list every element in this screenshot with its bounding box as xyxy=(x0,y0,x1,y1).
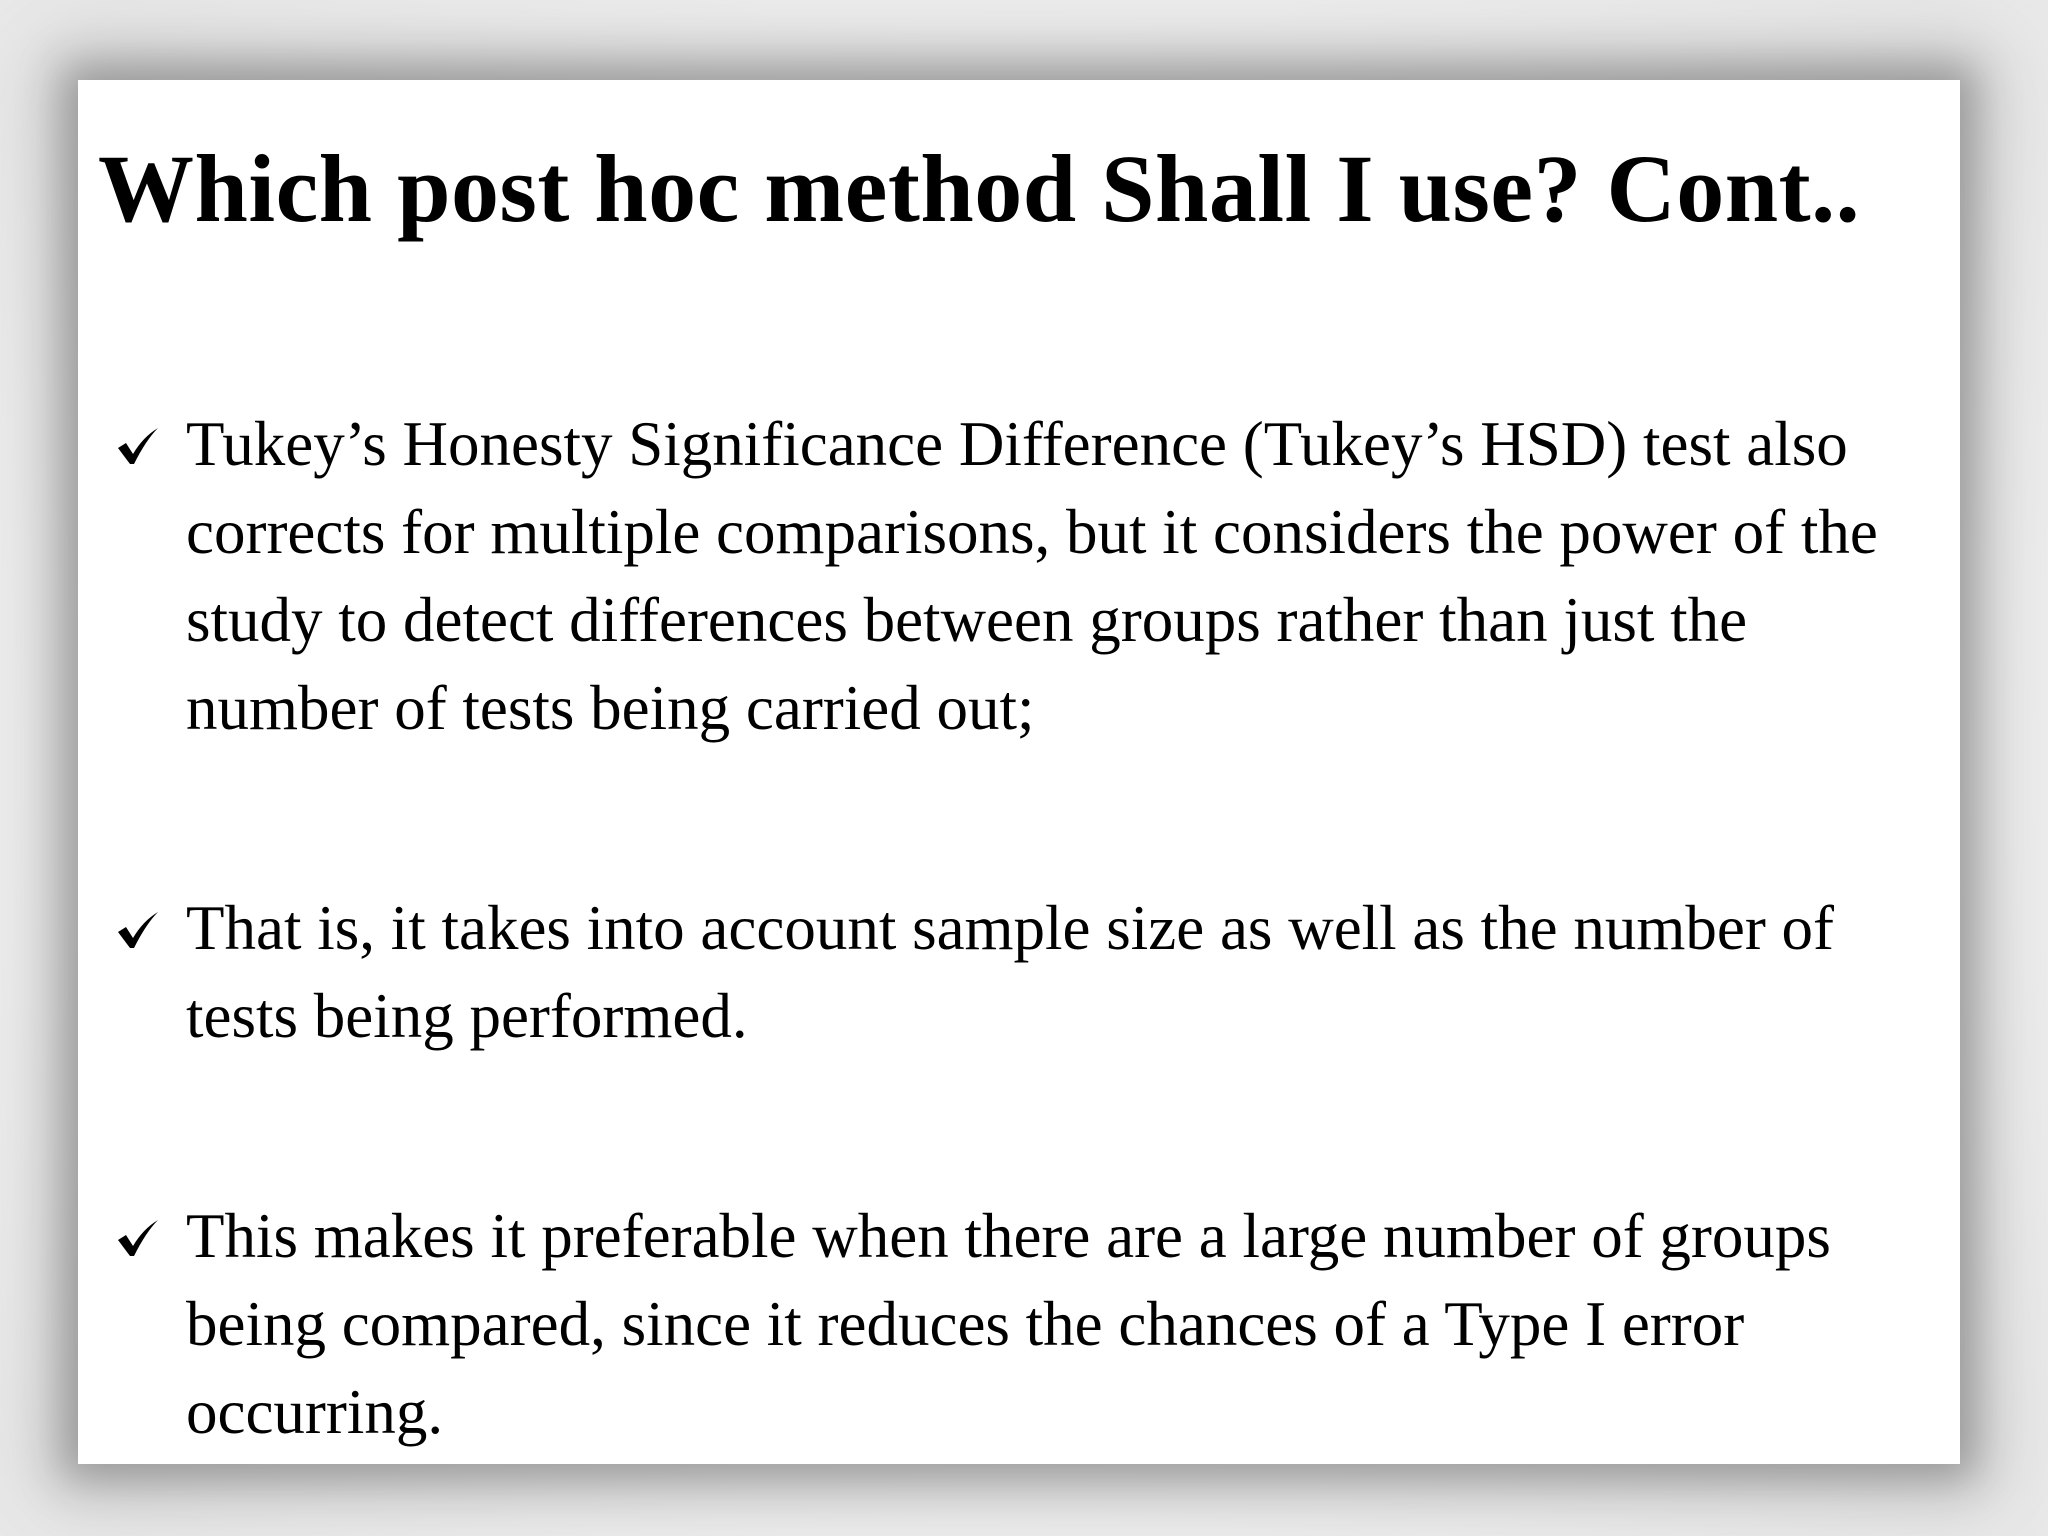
bullet-item xyxy=(112,1192,1942,1456)
slide xyxy=(78,80,1960,1464)
slide-title: Which post hoc method Shall I use? Cont.. xyxy=(98,135,1861,242)
checkmark-icon xyxy=(112,400,168,488)
bullet-text: Tukey’s Honesty Significance Difference (Tukey’s HSD) test also corrects for multiple comparisons, but it considers the power of the study to detect differences between groups rather than just the number of tests being carried out; xyxy=(186,409,1878,743)
checkmark-icon xyxy=(112,884,168,972)
bullet-list xyxy=(112,400,1942,1456)
checkmark-icon xyxy=(112,1192,168,1280)
bullet-item xyxy=(112,884,1942,1060)
bullet-text: That is, it takes into account sample size as well as the number of tests being performed. xyxy=(186,893,1835,1051)
bullet-text: This makes it preferable when there are a large number of groups being compared, since it reduces the chances of a Type I error occurring. xyxy=(186,1201,1831,1447)
bullet-item xyxy=(112,400,1942,752)
